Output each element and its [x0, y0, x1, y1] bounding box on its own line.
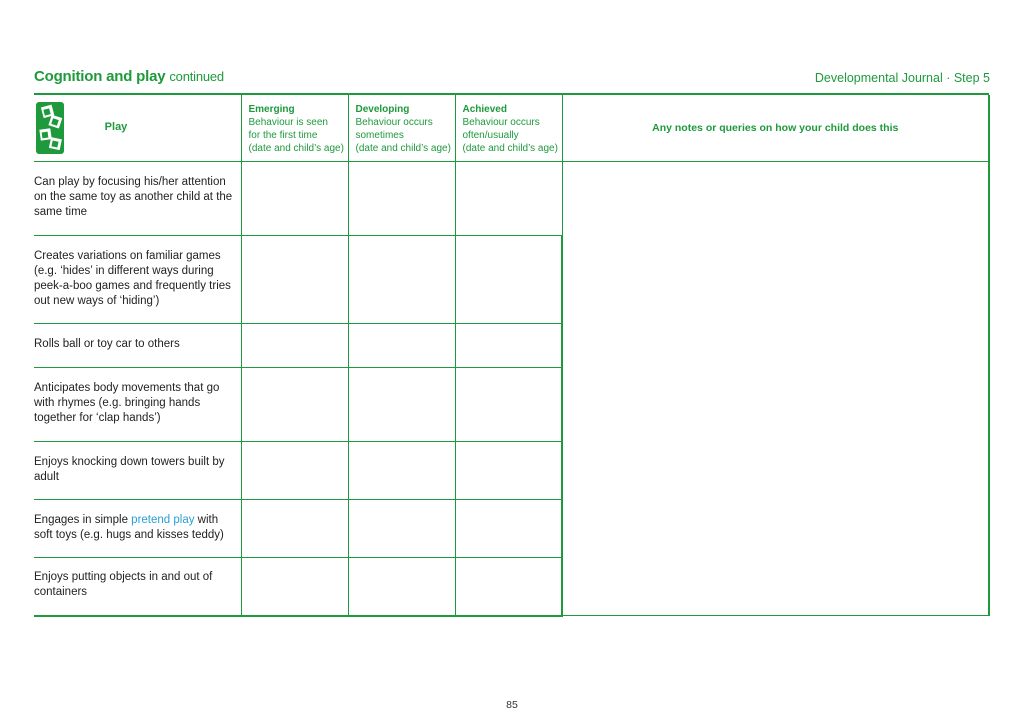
play-header-label: Play [104, 121, 128, 133]
skill-text: with soft toys (e.g. hugs and kisses teddy) [34, 513, 224, 541]
journal-label: Developmental Journal · Step 5 [814, 71, 990, 85]
developing-entry[interactable] [348, 236, 455, 324]
developing-entry[interactable] [348, 324, 455, 368]
emerging-entry[interactable] [241, 368, 348, 442]
header-row [34, 95, 989, 162]
title-suffix: continued [169, 69, 224, 84]
notes-header: Any notes or queries on how your child does this [562, 95, 989, 162]
skill-cell: Enjoys putting objects in and out of containers [34, 558, 241, 616]
table-row [34, 162, 989, 236]
achieved-entry[interactable] [455, 442, 562, 500]
stage-name: Developing [355, 104, 410, 115]
skill-cell [34, 500, 241, 558]
stage-header-emerging [241, 95, 348, 162]
stage-line: (date and child’s age) [462, 143, 558, 154]
developing-entry[interactable] [348, 500, 455, 558]
pretend-play-link[interactable]: pretend play [131, 513, 195, 526]
developing-entry[interactable] [348, 368, 455, 442]
achieved-entry[interactable] [455, 324, 562, 368]
emerging-entry[interactable] [241, 500, 348, 558]
skill-cell: Rolls ball or toy car to others [34, 324, 241, 368]
stage-line: (date and child’s age) [355, 143, 451, 154]
stage-line: (date and child’s age) [248, 143, 344, 154]
stage-line: Behaviour occurs [462, 117, 540, 128]
emerging-entry[interactable] [241, 558, 348, 616]
achieved-entry[interactable] [455, 558, 562, 616]
skill-cell: Anticipates body movements that go with rhymes (e.g. bringing hands together for ‘clap hands’) [34, 368, 241, 442]
page-number: 85 [506, 699, 518, 711]
play-header-cell [34, 95, 241, 162]
notes-entry[interactable] [562, 162, 989, 616]
stage-header-achieved [455, 95, 562, 162]
title-text: Cognition and play [34, 68, 166, 85]
skill-text: Engages in simple [34, 513, 132, 526]
emerging-entry[interactable] [241, 162, 348, 236]
developing-entry[interactable] [348, 442, 455, 500]
page-title [34, 68, 224, 85]
stage-line: sometimes [355, 130, 404, 141]
stage-name: Achieved [462, 104, 507, 115]
stage-line: Behaviour is seen [248, 117, 328, 128]
skill-cell: Enjoys knocking down towers built by adult [34, 442, 241, 500]
development-table [34, 95, 990, 617]
emerging-entry[interactable] [241, 236, 348, 324]
stage-name: Emerging [248, 104, 295, 115]
developing-entry[interactable] [348, 558, 455, 616]
achieved-entry[interactable] [455, 236, 562, 324]
emerging-entry[interactable] [241, 324, 348, 368]
achieved-entry[interactable] [455, 500, 562, 558]
stage-line: often/usually [462, 130, 519, 141]
stage-line: Behaviour occurs [355, 117, 433, 128]
stage-header-developing [348, 95, 455, 162]
emerging-entry[interactable] [241, 442, 348, 500]
achieved-entry[interactable] [455, 162, 562, 236]
stage-line: for the first time [248, 130, 318, 141]
skill-cell: Creates variations on familiar games (e.g. ‘hides’ in different ways during peek-a-boo games and frequently tries out new ways of ‘hiding’) [34, 236, 241, 324]
skill-cell: Can play by focusing his/her attention on the same toy as another child at the same time [34, 162, 241, 236]
developing-entry[interactable] [348, 162, 455, 236]
achieved-entry[interactable] [455, 368, 562, 442]
